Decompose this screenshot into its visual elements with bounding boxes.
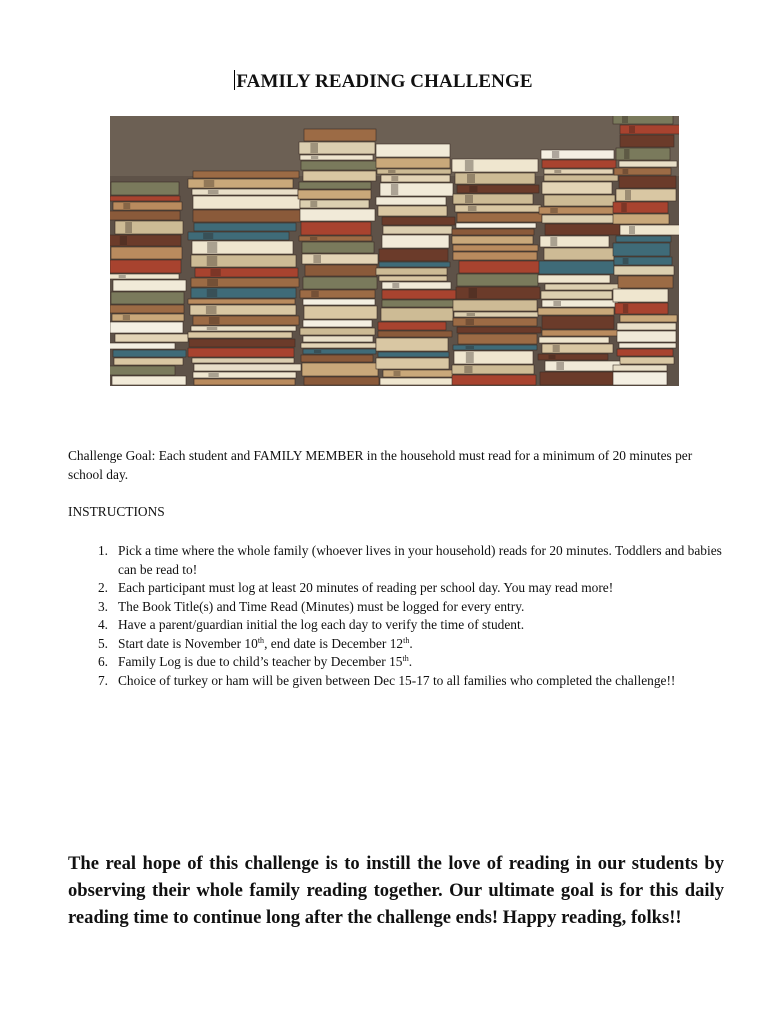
instructions-list: [68, 542, 728, 690]
list-item: 7. Choice of turkey or ham will be given between Dec 15-17 to all families who completed the challenge!!: [97, 672, 676, 688]
challenge-goal: Challenge Goal: Each student and FAMILY MEMBER in the household must read for a minimum of 20 minutes per school day.: [68, 448, 693, 482]
list-item: 2. Each participant must log at least 20 minutes of reading per school day. You may read more!: [97, 580, 614, 595]
instructions-heading: INSTRUCTIONS: [68, 504, 165, 519]
list-item: 3. The Book Title(s) and Time Read (Minutes) must be logged for every entry.: [97, 598, 525, 614]
book-stacks-illustration: [110, 116, 679, 386]
page-title: FAMILY READING CHALLENGE: [236, 71, 533, 92]
list-item: 6. Family Log is due to child’s teacher by December 15th.: [97, 654, 413, 669]
list-item: 4. Have a parent/guardian initial the log each day to verify the time of student.: [97, 617, 525, 632]
list-item: 5. Start date is November 10th, end date is December 12th.: [97, 635, 413, 651]
book-stacks-photo: [110, 116, 679, 386]
list-item: 1. Pick a time where the whole family (whoever lives in your household) reads for 20 minutes. Toddlers and babies can be read to!: [97, 543, 722, 577]
closing-message: The real hope of this challenge is to instill the love of reading in our students by observing their whole family reading together. Our ultimate goal is for this daily reading time to continue long after the challenge ends! Happy reading, folks!!: [68, 853, 724, 928]
